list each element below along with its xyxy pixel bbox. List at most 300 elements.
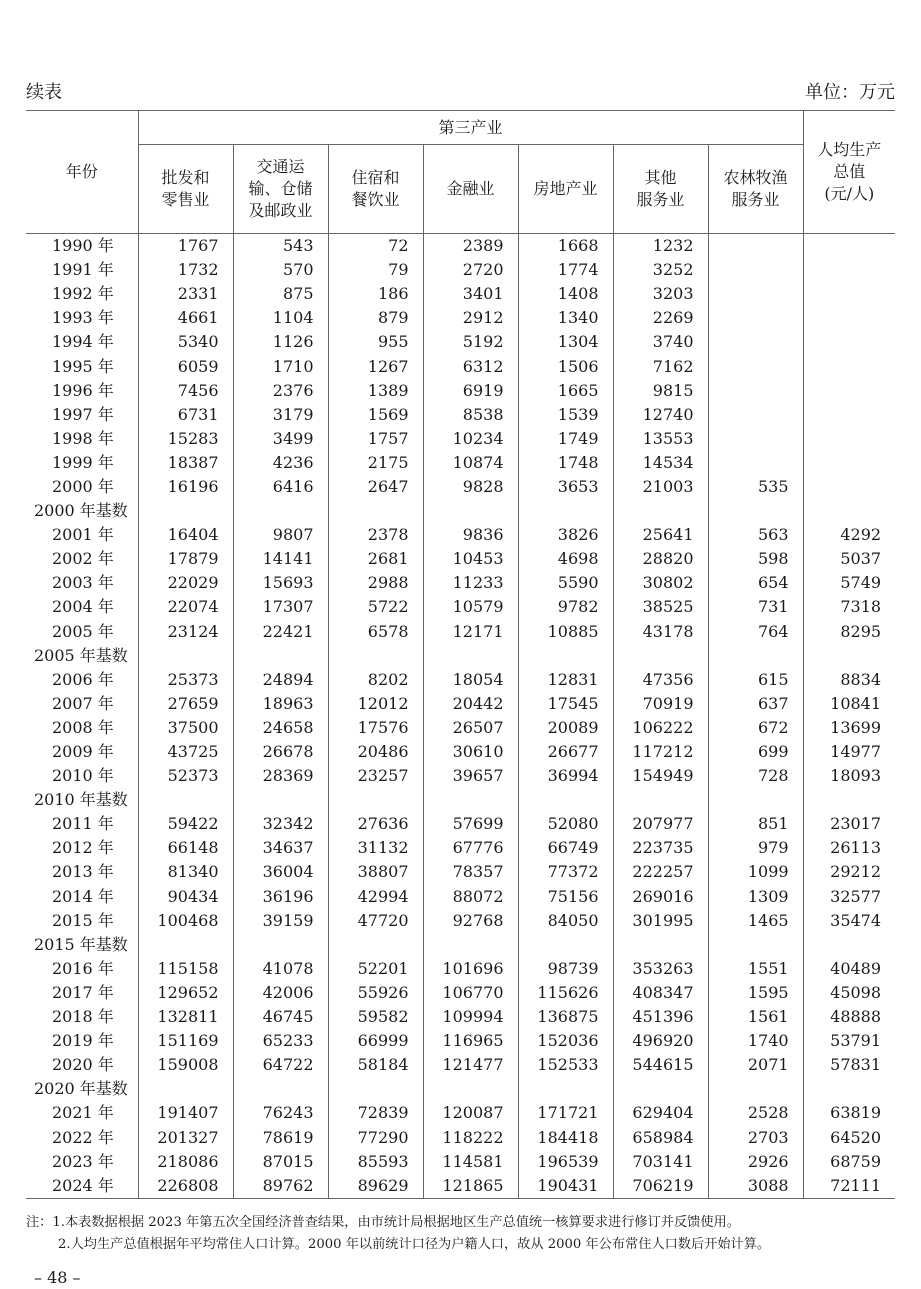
value-cell: 4698 [518,547,613,571]
value-cell: 451396 [613,1005,708,1029]
empty-cell [423,644,518,668]
empty-cell [138,933,233,957]
value-cell: 186 [328,282,423,306]
value-cell: 703141 [613,1150,708,1174]
value-cell: 26678 [233,740,328,764]
value-cell: 11233 [423,571,518,595]
value-cell: 7318 [803,595,895,619]
empty-cell [328,644,423,668]
value-cell: 66999 [328,1029,423,1053]
value-cell: 9807 [233,523,328,547]
value-cell: 2376 [233,379,328,403]
value-cell: 22029 [138,571,233,595]
table-row [26,1150,895,1174]
year-cell: 2007 年 [52,693,114,713]
table-row [26,547,895,571]
value-cell: 31132 [328,836,423,860]
year-cell: 2001 年 [52,525,114,545]
value-cell: 6578 [328,620,423,644]
value-cell: 699 [708,740,803,764]
value-cell: 6416 [233,475,328,499]
value-cell: 1710 [233,354,328,378]
value-cell: 1740 [708,1029,803,1053]
value-cell: 65233 [233,1029,328,1053]
base-year-row [26,933,895,957]
value-cell: 29212 [803,860,895,884]
year-cell: 2003 年 [52,573,114,593]
value-cell: 2269 [613,306,708,330]
footnote-1: 注：1.本表数据根据 2023 年第五次全国经济普查结果，由市统计局根据地区生产总值统一核算要求进行修订并反馈使用。 [26,1215,740,1230]
empty-cell [138,644,233,668]
value-cell: 269016 [613,885,708,909]
value-cell [803,379,895,403]
value-cell: 23257 [328,764,423,788]
value-cell: 18054 [423,668,518,692]
table-row [26,451,895,475]
value-cell: 37500 [138,716,233,740]
value-cell: 2175 [328,451,423,475]
value-cell: 1126 [233,330,328,354]
empty-cell [518,788,613,812]
value-cell: 66749 [518,836,613,860]
value-cell: 132811 [138,1005,233,1029]
value-cell: 36994 [518,764,613,788]
value-cell: 196539 [518,1150,613,1174]
value-cell: 301995 [613,909,708,933]
empty-cell [708,1077,803,1101]
year-cell: 2023 年 [52,1151,114,1171]
value-cell: 535 [708,475,803,499]
value-cell: 191407 [138,1101,233,1125]
table-row [26,860,895,884]
value-cell: 72839 [328,1101,423,1125]
value-cell: 3653 [518,475,613,499]
value-cell: 18963 [233,692,328,716]
empty-cell [423,933,518,957]
table-row [26,909,895,933]
value-cell [708,427,803,451]
value-cell: 2703 [708,1125,803,1149]
year-cell: 2004 年 [52,597,114,617]
value-cell: 40489 [803,957,895,981]
value-cell: 6919 [423,379,518,403]
value-cell: 4661 [138,306,233,330]
unit-label: 单位：万元 [805,82,895,103]
value-cell: 79 [328,258,423,282]
column-header-real-estate: 房地产业 [518,145,613,234]
value-cell: 38525 [613,595,708,619]
value-cell: 23017 [803,812,895,836]
value-cell: 28369 [233,764,328,788]
value-cell: 5722 [328,595,423,619]
value-cell: 18093 [803,764,895,788]
tertiary-industry-header: 第三产业 [138,111,803,145]
year-cell: 2012 年 [52,838,114,858]
table-row [26,957,895,981]
value-cell [803,330,895,354]
value-cell: 16196 [138,475,233,499]
value-cell: 1340 [518,306,613,330]
base-year-row [26,1077,895,1101]
table-row [26,740,895,764]
table-row [26,764,895,788]
value-cell: 10234 [423,427,518,451]
value-cell: 408347 [613,981,708,1005]
table-row [26,595,895,619]
value-cell: 114581 [423,1150,518,1174]
value-cell: 3826 [518,523,613,547]
value-cell: 979 [708,836,803,860]
value-cell: 5340 [138,330,233,354]
year-cell: 2020 年 [52,1055,114,1075]
value-cell: 32577 [803,885,895,909]
table-row [26,258,895,282]
value-cell: 2912 [423,306,518,330]
base-year-label: 2020 年基数 [34,1079,128,1099]
value-cell: 3401 [423,282,518,306]
value-cell: 13553 [613,427,708,451]
empty-cell [708,499,803,523]
value-cell: 121477 [423,1053,518,1077]
value-cell: 120087 [423,1101,518,1125]
value-cell: 75156 [518,885,613,909]
value-cell: 12740 [613,403,708,427]
table-body [26,234,895,1199]
page-number: – 48 – [34,1268,81,1287]
year-cell: 2024 年 [52,1175,114,1195]
value-cell: 16404 [138,523,233,547]
value-cell: 77372 [518,860,613,884]
table-row [26,330,895,354]
value-cell: 672 [708,716,803,740]
value-cell: 76243 [233,1101,328,1125]
empty-cell [138,1077,233,1101]
table-row [26,668,895,692]
value-cell: 115158 [138,957,233,981]
year-cell: 1995 年 [52,356,114,376]
value-cell: 728 [708,764,803,788]
table-row [26,1005,895,1029]
value-cell: 879 [328,306,423,330]
column-header-accommodation-catering: 住宿和 餐饮业 [328,145,423,234]
value-cell: 615 [708,668,803,692]
table-row [26,379,895,403]
value-cell: 1561 [708,1005,803,1029]
table-header [26,111,895,234]
value-cell: 78619 [233,1125,328,1149]
value-cell: 9828 [423,475,518,499]
value-cell: 52373 [138,764,233,788]
value-cell: 13699 [803,716,895,740]
value-cell: 14977 [803,740,895,764]
value-cell: 10841 [803,692,895,716]
value-cell: 1104 [233,306,328,330]
value-cell: 1595 [708,981,803,1005]
value-cell [803,403,895,427]
empty-cell [613,644,708,668]
value-cell: 106770 [423,981,518,1005]
empty-cell [613,499,708,523]
value-cell: 764 [708,620,803,644]
empty-cell [613,788,708,812]
value-cell: 731 [708,595,803,619]
empty-cell [138,788,233,812]
value-cell: 218086 [138,1150,233,1174]
value-cell: 1389 [328,379,423,403]
value-cell: 9782 [518,595,613,619]
value-cell [708,403,803,427]
value-cell: 1767 [138,234,233,259]
value-cell: 26677 [518,740,613,764]
value-cell: 851 [708,812,803,836]
value-cell: 1774 [518,258,613,282]
value-cell: 171721 [518,1101,613,1125]
value-cell: 9836 [423,523,518,547]
value-cell: 98739 [518,957,613,981]
value-cell: 92768 [423,909,518,933]
value-cell: 637 [708,692,803,716]
value-cell: 70919 [613,692,708,716]
empty-cell [708,644,803,668]
value-cell: 8295 [803,620,895,644]
value-cell: 25641 [613,523,708,547]
value-cell: 48888 [803,1005,895,1029]
value-cell: 27636 [328,812,423,836]
value-cell: 43178 [613,620,708,644]
value-cell [803,258,895,282]
year-cell: 2018 年 [52,1007,114,1027]
value-cell: 53791 [803,1029,895,1053]
value-cell: 6731 [138,403,233,427]
value-cell: 10579 [423,595,518,619]
value-cell: 222257 [613,860,708,884]
value-cell [708,258,803,282]
value-cell: 3203 [613,282,708,306]
table-row [26,475,895,499]
base-year-label: 2015 年基数 [34,934,128,954]
value-cell: 57699 [423,812,518,836]
value-cell: 1309 [708,885,803,909]
year-cell: 2006 年 [52,669,114,689]
value-cell: 15283 [138,427,233,451]
value-cell: 59582 [328,1005,423,1029]
value-cell: 207977 [613,812,708,836]
value-cell: 14141 [233,547,328,571]
value-cell: 42994 [328,885,423,909]
table-row [26,885,895,909]
value-cell: 64722 [233,1053,328,1077]
value-cell: 201327 [138,1125,233,1149]
value-cell: 1668 [518,234,613,259]
value-cell: 26113 [803,836,895,860]
value-cell: 20089 [518,716,613,740]
value-cell: 6312 [423,354,518,378]
value-cell: 101696 [423,957,518,981]
value-cell: 116965 [423,1029,518,1053]
year-column-header: 年份 [65,162,98,181]
value-cell: 15693 [233,571,328,595]
year-cell: 2008 年 [52,717,114,737]
value-cell: 17307 [233,595,328,619]
value-cell: 955 [328,330,423,354]
table-row [26,354,895,378]
empty-cell [518,1077,613,1101]
value-cell: 12171 [423,620,518,644]
value-cell: 84050 [518,909,613,933]
year-cell: 2021 年 [52,1103,114,1123]
value-cell: 1569 [328,403,423,427]
value-cell: 223735 [613,836,708,860]
value-cell: 24894 [233,668,328,692]
empty-cell [233,933,328,957]
value-cell: 4236 [233,451,328,475]
value-cell: 35474 [803,909,895,933]
table-row [26,523,895,547]
empty-cell [328,499,423,523]
empty-cell [233,788,328,812]
empty-cell [803,499,895,523]
value-cell [708,330,803,354]
value-cell [708,282,803,306]
value-cell: 1551 [708,957,803,981]
year-cell: 1996 年 [52,380,114,400]
value-cell: 190431 [518,1174,613,1199]
value-cell: 58184 [328,1053,423,1077]
empty-cell [613,933,708,957]
value-cell: 8202 [328,668,423,692]
value-cell: 654 [708,571,803,595]
year-cell: 2005 年 [52,621,114,641]
empty-cell [328,933,423,957]
year-cell: 1997 年 [52,404,114,424]
value-cell: 36004 [233,860,328,884]
value-cell: 3252 [613,258,708,282]
value-cell: 1749 [518,427,613,451]
year-cell: 2000 年 [52,476,114,496]
value-cell: 43725 [138,740,233,764]
empty-cell [233,499,328,523]
empty-cell [803,644,895,668]
value-cell: 39657 [423,764,518,788]
value-cell: 5037 [803,547,895,571]
table-row [26,716,895,740]
value-cell: 129652 [138,981,233,1005]
empty-cell [803,788,895,812]
value-cell: 9815 [613,379,708,403]
value-cell: 12012 [328,692,423,716]
value-cell: 18387 [138,451,233,475]
empty-cell [518,933,613,957]
base-year-label: 2010 年基数 [34,790,128,810]
value-cell [803,282,895,306]
value-cell: 72111 [803,1174,895,1199]
empty-cell [328,1077,423,1101]
year-cell: 2013 年 [52,862,114,882]
value-cell: 2647 [328,475,423,499]
footnotes [26,1212,906,1256]
value-cell: 47720 [328,909,423,933]
value-cell: 875 [233,282,328,306]
value-cell [803,234,895,259]
empty-cell [708,933,803,957]
value-cell: 3179 [233,403,328,427]
year-cell: 1991 年 [52,260,114,280]
value-cell [803,427,895,451]
empty-cell [138,499,233,523]
table-row [26,234,895,259]
table-row [26,1029,895,1053]
value-cell: 32342 [233,812,328,836]
value-cell: 3740 [613,330,708,354]
value-cell: 52080 [518,812,613,836]
table-row [26,981,895,1005]
table-row [26,1125,895,1149]
value-cell: 570 [233,258,328,282]
year-cell: 1999 年 [52,452,114,472]
value-cell: 1539 [518,403,613,427]
year-cell: 2022 年 [52,1127,114,1147]
value-cell: 2681 [328,547,423,571]
value-cell: 1506 [518,354,613,378]
column-header-transport-storage-post: 交通运 输、仓储 及邮政业 [233,145,328,234]
table-row [26,620,895,644]
empty-cell [423,1077,518,1101]
value-cell: 353263 [613,957,708,981]
empty-cell [803,1077,895,1101]
value-cell: 17879 [138,547,233,571]
value-cell: 67776 [423,836,518,860]
value-cell: 77290 [328,1125,423,1149]
base-year-label: 2005 年基数 [34,645,128,665]
value-cell: 8538 [423,403,518,427]
empty-cell [518,644,613,668]
value-cell: 136875 [518,1005,613,1029]
value-cell: 1732 [138,258,233,282]
value-cell: 22074 [138,595,233,619]
value-cell: 152036 [518,1029,613,1053]
value-cell: 10874 [423,451,518,475]
value-cell: 1757 [328,427,423,451]
year-cell: 1994 年 [52,332,114,352]
year-cell: 1998 年 [52,428,114,448]
value-cell [803,354,895,378]
column-header-wholesale-retail: 批发和 零售业 [138,145,233,234]
base-year-row [26,644,895,668]
value-cell [708,354,803,378]
value-cell: 6059 [138,354,233,378]
value-cell: 68759 [803,1150,895,1174]
empty-cell [708,788,803,812]
value-cell: 563 [708,523,803,547]
value-cell: 17576 [328,716,423,740]
value-cell: 115626 [518,981,613,1005]
table-row [26,571,895,595]
value-cell: 90434 [138,885,233,909]
value-cell: 184418 [518,1125,613,1149]
value-cell: 544615 [613,1053,708,1077]
value-cell: 89629 [328,1174,423,1199]
value-cell: 159008 [138,1053,233,1077]
table-row [26,282,895,306]
year-cell: 2014 年 [52,886,114,906]
value-cell: 2389 [423,234,518,259]
value-cell: 81340 [138,860,233,884]
value-cell: 72 [328,234,423,259]
value-cell: 7162 [613,354,708,378]
value-cell: 2926 [708,1150,803,1174]
value-cell: 59422 [138,812,233,836]
value-cell: 106222 [613,716,708,740]
